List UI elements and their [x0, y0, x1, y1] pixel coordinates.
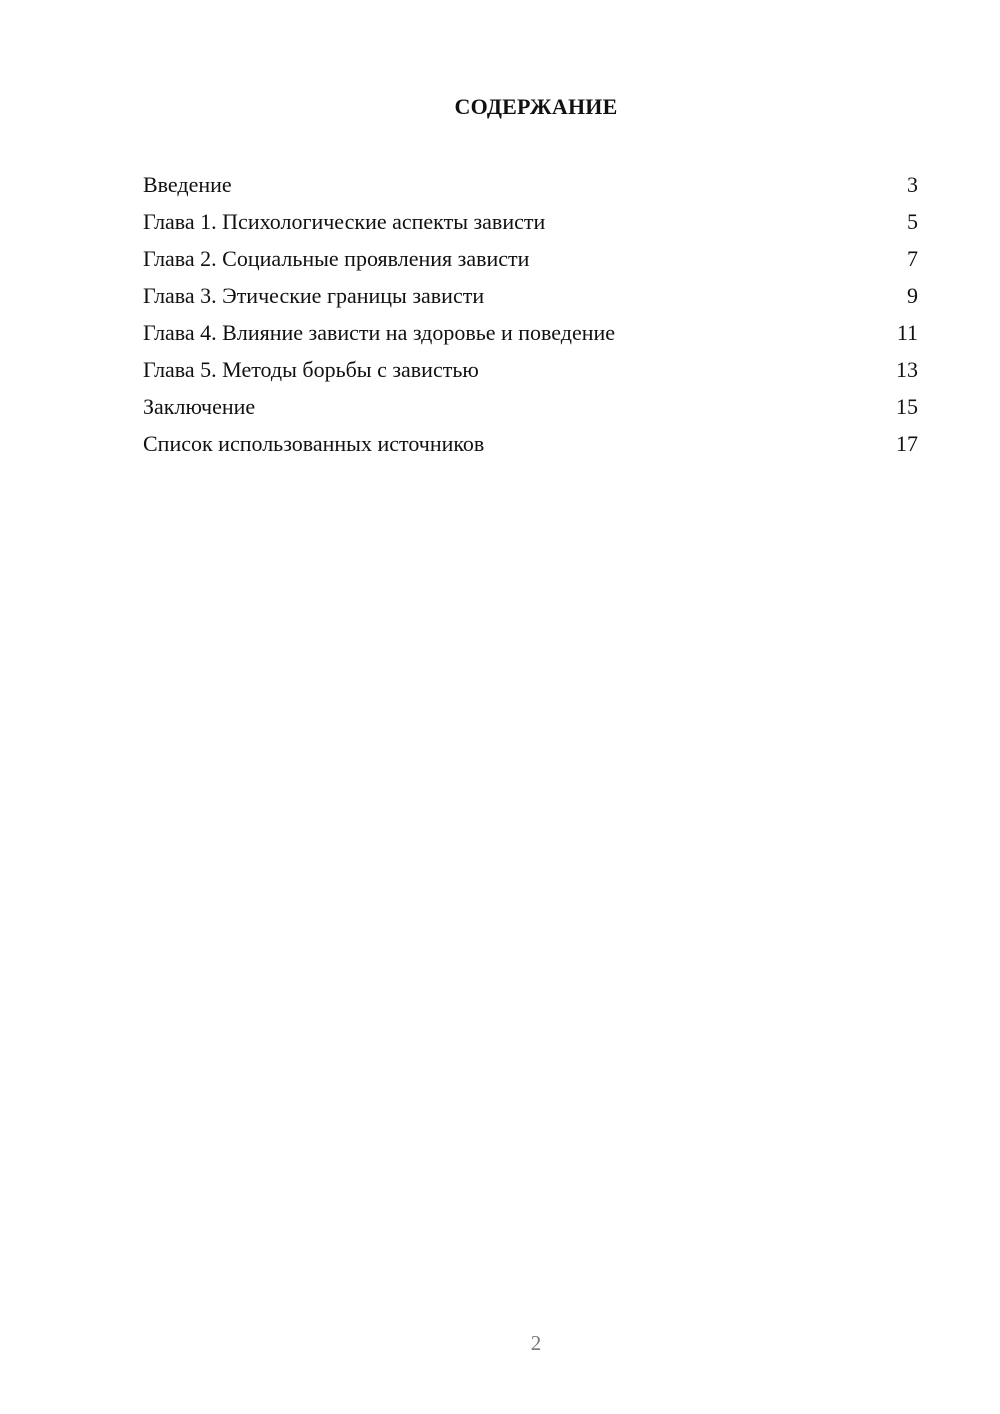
toc-entry-page: 5 — [907, 209, 918, 234]
toc-entry-label: Глава 4. Влияние зависти на здоровье и поведение — [143, 320, 616, 345]
toc-entry-introduction — [143, 166, 918, 203]
toc-entry-page: 7 — [907, 246, 918, 271]
toc-entry-label: Глава 2. Социальные проявления зависти — [143, 246, 530, 271]
toc-entry-chapter-5 — [143, 351, 918, 388]
toc-entry-references — [143, 425, 918, 462]
toc-entry-chapter-2 — [143, 240, 918, 277]
page-number: 2 — [530, 1331, 542, 1355]
toc-entry-chapter-3 — [143, 277, 918, 314]
toc-entry-page: 17 — [896, 431, 918, 456]
table-of-contents — [143, 166, 918, 462]
toc-entry-page: 3 — [907, 172, 918, 197]
toc-entry-label: Заключение — [143, 394, 256, 419]
toc-entry-label: Глава 1. Психологические аспекты зависти — [143, 209, 546, 234]
toc-entry-page: 13 — [896, 357, 918, 382]
toc-entry-chapter-1 — [143, 203, 918, 240]
toc-entry-label: Глава 3. Этические границы зависти — [143, 283, 485, 308]
toc-entry-page: 9 — [907, 283, 918, 308]
toc-entry-chapter-4 — [143, 314, 918, 351]
toc-entry-conclusion — [143, 388, 918, 425]
toc-entry-label: Список использованных источников — [143, 431, 485, 456]
toc-entry-label: Глава 5. Методы борьбы с завистью — [143, 357, 479, 382]
toc-entry-page: 15 — [896, 394, 918, 419]
toc-title: СОДЕРЖАНИЕ — [454, 94, 618, 119]
toc-entry-page: 11 — [896, 320, 918, 345]
toc-entry-label: Введение — [143, 172, 232, 197]
